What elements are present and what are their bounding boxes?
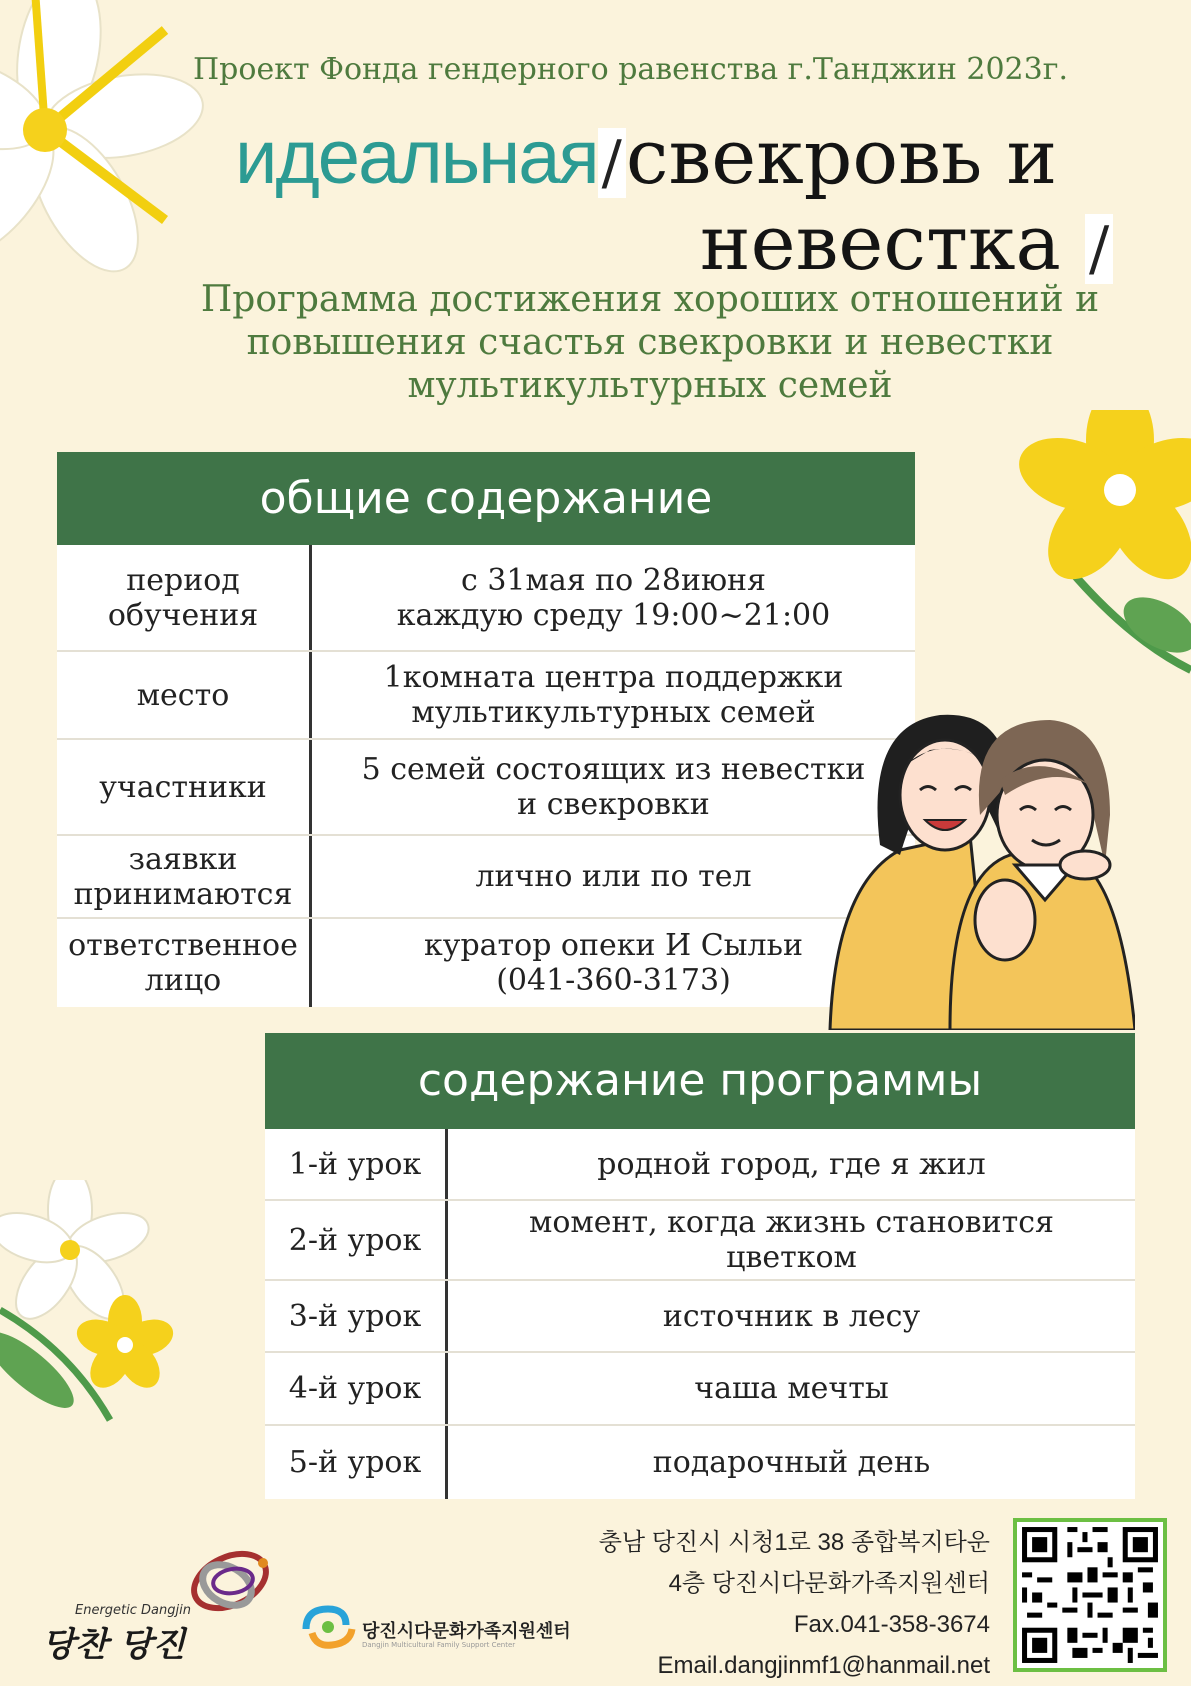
row-label: период обучения <box>57 545 312 650</box>
table-row <box>57 652 915 740</box>
title-accent: идеальная <box>235 115 598 200</box>
lesson-label: 2-й урок <box>265 1201 448 1279</box>
center-emblem-icon <box>302 1605 356 1651</box>
qr-code-icon <box>1017 1522 1163 1668</box>
qr-code[interactable] <box>1013 1518 1167 1672</box>
table-row <box>265 1129 1135 1201</box>
lesson-value: родной город, где я жил <box>597 1146 986 1182</box>
lesson-label: 4-й урок <box>265 1353 448 1424</box>
center-name: 당진시다문화가족지원센터 <box>362 1621 571 1642</box>
row-value-line: 1комната центра поддержки <box>383 660 844 695</box>
dangjin-city-logo <box>40 1545 260 1665</box>
row-value-line: и свекровки <box>517 787 710 822</box>
program-description <box>200 278 1100 407</box>
lesson-value: момент, когда жизнь становится цветком <box>529 1205 1054 1275</box>
table-row <box>57 836 915 919</box>
table-row <box>57 740 915 836</box>
lesson-label: 3-й урок <box>265 1281 448 1351</box>
row-label: ответственное лицо <box>57 919 312 1007</box>
lesson-value: подарочный день <box>652 1445 931 1480</box>
table-row <box>265 1201 1135 1281</box>
table-row <box>57 545 915 652</box>
row-value-line: мультикультурных семей <box>411 695 816 730</box>
title-part1: свекровь и <box>625 112 1058 201</box>
title-slash-1: / <box>598 128 626 198</box>
program-heading: содержание программы <box>265 1033 1135 1129</box>
fax-number: Fax.041-358-3674 <box>793 1611 990 1638</box>
general-info-table <box>57 545 915 1007</box>
title-part2: невестка <box>700 198 1061 287</box>
program-desc-line: мультикультурных семей <box>407 365 893 406</box>
row-value-line: каждую среду 19:00~21:00 <box>396 597 831 633</box>
flower-illustration-bottom-left <box>0 1180 190 1430</box>
row-value-line: куратор опеки И Сыльи <box>424 928 803 963</box>
table-row <box>265 1281 1135 1353</box>
program-desc-line: Программа достижения хороших отношений и <box>200 279 1100 320</box>
program-desc-line: повышения счастья свекровки и невестки <box>246 322 1054 363</box>
lesson-value: чаша мечты <box>694 1371 889 1406</box>
dangjin-slogan-small: Energetic Dangjin <box>75 1603 191 1618</box>
table-row <box>57 919 915 1007</box>
page-title-line1 <box>235 112 1057 208</box>
table-row <box>265 1426 1135 1499</box>
row-value-line: с 31мая по 28июня <box>460 562 766 598</box>
program-table <box>265 1129 1135 1499</box>
address-line: 4층 당진시다문화가족지원센터 <box>668 1570 990 1597</box>
contact-info <box>560 1522 990 1686</box>
general-info-heading: общие содержание <box>57 452 915 545</box>
women-illustration <box>820 705 1135 1030</box>
dangjin-slogan-big: 당찬 당진 <box>42 1625 186 1665</box>
row-label: место <box>57 652 312 738</box>
row-value <box>312 545 915 650</box>
row-value-line: лично или по тел <box>475 859 752 894</box>
center-name-sub: Dangjin Multicultural Family Support Center <box>362 1641 516 1649</box>
row-value-line: (041-360-3173) <box>496 963 731 998</box>
dangjin-emblem-icon <box>185 1545 275 1617</box>
email-address[interactable]: Email.dangjinmf1@hanmail.net <box>657 1652 990 1679</box>
table-row <box>265 1353 1135 1426</box>
address-line: 충남 당진시 시청1로 38 종합복지타운 <box>598 1529 990 1556</box>
row-value-line: 5 семей состоящих из невестки <box>361 752 866 787</box>
title-slash-2: / <box>1085 214 1113 284</box>
lesson-value: источник в лесу <box>662 1298 921 1334</box>
lesson-label: 1-й урок <box>265 1129 448 1199</box>
flower-illustration-right <box>1010 410 1191 730</box>
row-label: заявки принимаются <box>57 836 312 917</box>
center-logo <box>300 1565 580 1655</box>
lesson-label: 5-й урок <box>265 1426 448 1499</box>
flower-illustration-top-left <box>0 0 230 280</box>
row-label: участники <box>57 740 312 834</box>
project-line: Проект Фонда гендерного равенства г.Танджин 2023г. <box>193 52 1068 87</box>
